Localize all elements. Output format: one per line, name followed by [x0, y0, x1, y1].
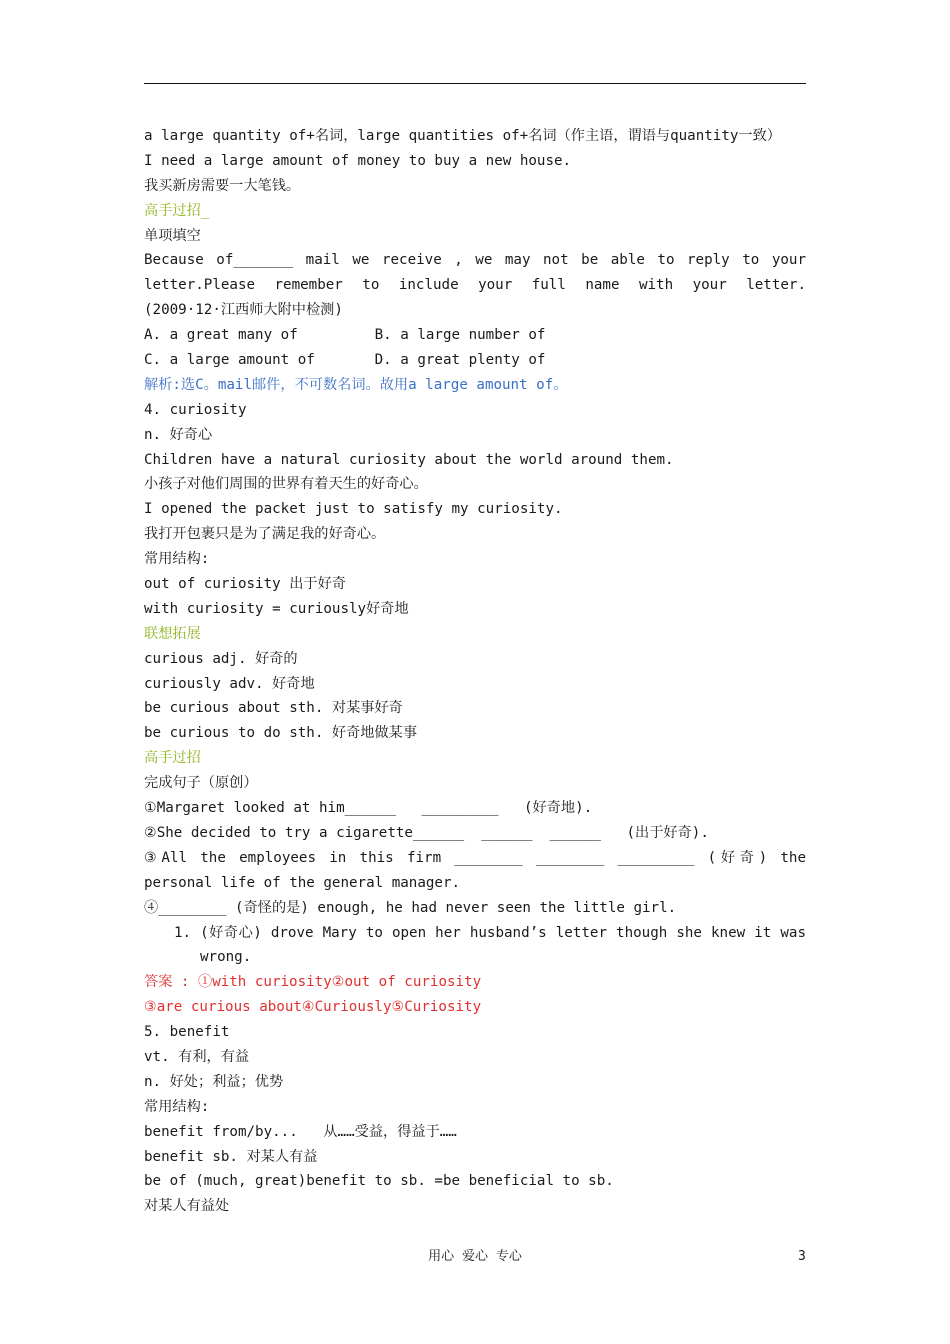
exercise-item: 1. (好奇心) drove Mary to open her husband’s letter though she knew it was — [174, 924, 806, 941]
section-heading: 高手过招 — [144, 750, 201, 767]
question-source: (2009·12·江西师大附中检测) — [144, 302, 343, 319]
footer-text: 用心 爱心 专心 — [428, 1249, 522, 1264]
exercise-item: ①Margaret looked at him______ _________ (好奇地). — [144, 800, 593, 817]
question-text: letter.Please remember to include your full name with your letter. — [144, 277, 806, 294]
definition-line: n. 好奇心 — [144, 426, 213, 443]
example-sentence: I need a large amount of money to buy a new house. — [144, 152, 572, 169]
question-text: Because of_______ mail we receive , we may not be able to reply to your — [144, 252, 806, 269]
analysis-line: 解析:选C。mail邮件，不可数名词。故用a large amount of。 — [144, 376, 568, 393]
answer-line: 答案 : ①with curiosity②out of curiosity — [144, 974, 482, 991]
vocab-heading: 4. curiosity — [144, 401, 247, 418]
header-rule — [144, 83, 806, 84]
translation-line: 小孩子对他们周围的世界有着天生的好奇心。 — [144, 476, 428, 493]
structure-line: out of curiosity 出于好奇 — [144, 576, 346, 593]
page-number: 3 — [798, 1249, 806, 1264]
translation-line: 我打开包裹只是为了满足我的好奇心。 — [144, 526, 386, 543]
example-sentence: Children have a natural curiosity about the world around them. — [144, 451, 674, 468]
document-body — [144, 124, 806, 1219]
exercise-item: ②She decided to try a cigarette______ ______ ______ (出于好奇). — [144, 824, 709, 841]
translation-line: 我买新房需要一大笔钱。 — [144, 177, 301, 194]
exercise-type: 单项填空 — [144, 227, 201, 244]
structure-line: benefit sb. 对某人有益 — [144, 1148, 318, 1165]
section-heading: 联想拓展 — [144, 625, 201, 642]
section-heading: 高手过招_ — [144, 202, 210, 219]
definition-line: n. 好处；利益；优势 — [144, 1073, 284, 1090]
exercise-item: ④________ (奇怪的是) enough, he had never seen the little girl. — [144, 899, 677, 916]
vocab-heading: 5. benefit — [144, 1024, 230, 1041]
structure-line: 对某人有益处 — [144, 1198, 230, 1215]
structure-line: be curious to do sth. 好奇地做某事 — [144, 725, 418, 742]
structure-line: curiously adv. 好奇地 — [144, 675, 315, 692]
answer-line: ③are curious about④Curiously⑤Curiosity — [144, 999, 482, 1016]
structure-line: benefit from/by... 从……受益，得益于…… — [144, 1123, 457, 1140]
structure-line: curious adj. 好奇的 — [144, 650, 298, 667]
options-line: A. a great many of B. a large number of — [144, 327, 546, 344]
example-sentence: I opened the packet just to satisfy my curiosity. — [144, 501, 563, 518]
text-line: a large quantity of+名词，large quantities of+名词（作主语，谓语与quantity一致） — [144, 128, 781, 144]
definition-line: vt. 有利，有益 — [144, 1048, 250, 1065]
exercise-item: personal life of the general manager. — [144, 874, 461, 891]
exercise-type: 完成句子（原创） — [144, 775, 258, 792]
structure-line: be curious about sth. 对某事好奇 — [144, 700, 403, 717]
structure-line: be of (much, great)benefit to sb. =be beneficial to sb. — [144, 1173, 614, 1190]
options-line: C. a large amount of D. a great plenty of — [144, 352, 546, 369]
structure-line: with curiosity = curiously好奇地 — [144, 600, 409, 617]
structure-heading: 常用结构: — [144, 551, 210, 568]
exercise-item: wrong. — [200, 949, 252, 966]
exercise-item: ③All the employees in this firm ________ ________ _________ (好奇) the — [144, 849, 806, 866]
structure-heading: 常用结构: — [144, 1098, 210, 1115]
